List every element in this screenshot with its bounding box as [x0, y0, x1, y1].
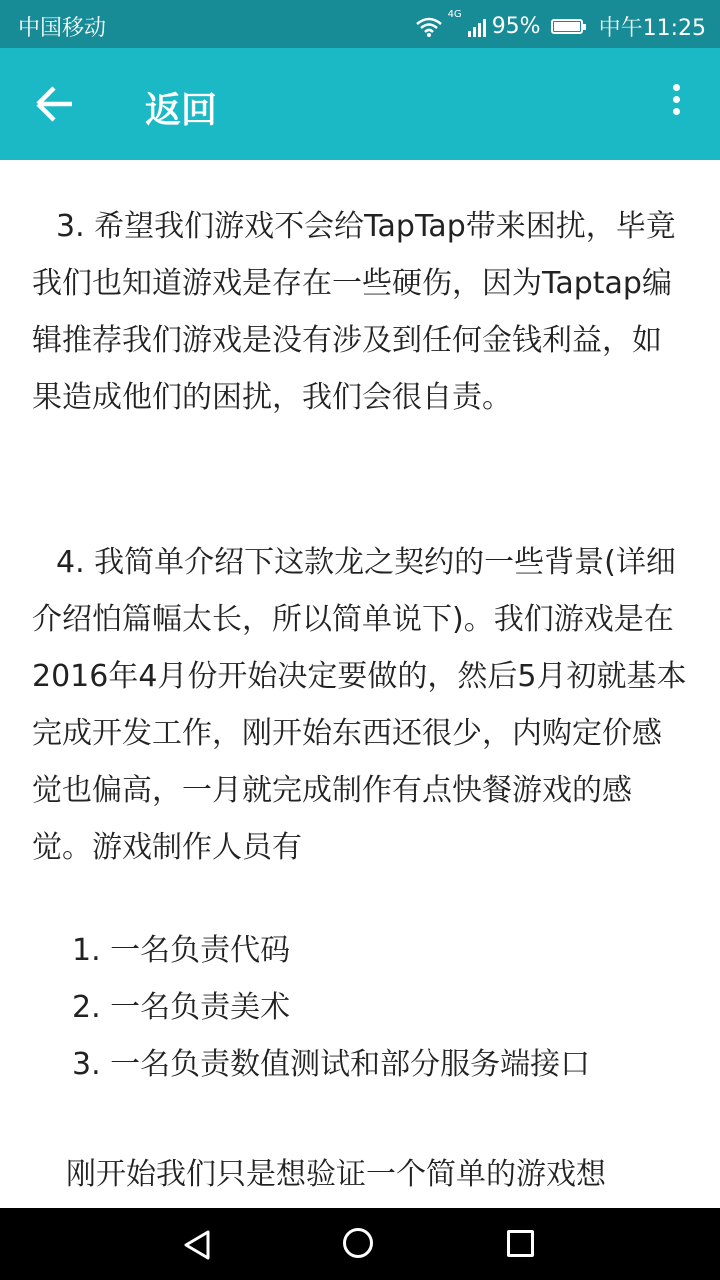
signal-icon — [468, 17, 486, 37]
navigation-bar — [0, 1208, 720, 1280]
status-icons — [416, 11, 706, 42]
more-vert-icon — [670, 84, 682, 115]
more-options-button[interactable] — [670, 84, 682, 124]
network-type: 4G — [447, 9, 462, 20]
staff-list — [72, 922, 590, 1093]
paragraph-last: 刚开始我们只是想验证一个简单的游戏想 — [66, 1157, 606, 1192]
paragraph-3: 3. 希望我们游戏不会给TapTap带来困扰，毕竟我们也知道游戏是存在一些硬伤，因为Taptap编辑推荐我们游戏是没有涉及到任何金钱利益，如果造成他们的困扰，我们会很自责。 — [32, 209, 676, 415]
list-item: 3. 一名负责数值测试和部分服务端接口 — [72, 1047, 591, 1082]
page-title: 返回 — [145, 90, 218, 131]
list-item: 1. 一名负责代码 — [72, 933, 291, 968]
wifi-icon — [416, 17, 442, 37]
nav-recents-icon[interactable] — [507, 1230, 534, 1257]
paragraph-4: 4. 我简单介绍下这款龙之契约的一些背景(详细介绍怕篇幅太长，所以简单说下)。我们游戏是在2016年4月份开始决定要做的，然后5月初就基本完成开发工作，刚开始东西还很少，内购定价感觉也偏高，一月就完成制作有点快餐游戏的感觉。游戏制作人员有 — [32, 545, 687, 865]
arrow-left-icon — [26, 78, 82, 130]
back-button[interactable] — [26, 78, 82, 130]
battery-icon — [551, 19, 583, 34]
battery-percent: 95% — [491, 14, 541, 39]
app-bar — [0, 48, 720, 160]
article-content[interactable] — [0, 160, 720, 1208]
nav-home-icon[interactable] — [343, 1228, 373, 1258]
clock: 中午11:25 — [598, 16, 706, 41]
nav-back-icon[interactable] — [182, 1230, 212, 1260]
list-item: 2. 一名负责美术 — [72, 990, 291, 1025]
status-bar — [0, 0, 720, 48]
carrier-name: 中国移动 — [18, 16, 107, 41]
